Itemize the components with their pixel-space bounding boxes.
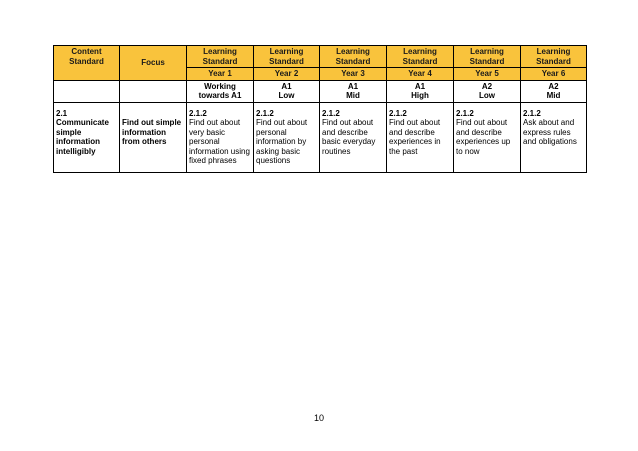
learning-standard-line: Find out about bbox=[456, 118, 508, 127]
focus-header bbox=[120, 46, 187, 81]
year-cell: Year 6 bbox=[521, 68, 587, 81]
learning-standard-label: Learning Standard bbox=[469, 47, 505, 66]
learning-standard-line: and describe bbox=[456, 127, 502, 137]
learning-standard-cell bbox=[320, 102, 387, 172]
level-line: towards A1 bbox=[198, 91, 242, 100]
learning-standard-cell bbox=[387, 102, 454, 172]
learning-standard-header-1 bbox=[187, 46, 254, 68]
learning-standard-line: Find out about bbox=[389, 118, 441, 127]
content-standard-header-label: Content Standard bbox=[69, 47, 104, 66]
focus-line: information bbox=[122, 127, 166, 137]
year-cell: Year 5 bbox=[454, 68, 521, 81]
year-cell: Year 2 bbox=[254, 68, 320, 81]
learning-standard-header-2 bbox=[254, 46, 320, 68]
level-line: A2 bbox=[481, 81, 493, 91]
content-standard-line: Communicate bbox=[56, 118, 109, 127]
empty-cell bbox=[120, 80, 187, 102]
learning-standard-header-3 bbox=[320, 46, 387, 68]
learning-standard-label: Learning Standard bbox=[202, 47, 238, 66]
learning-standard-code: 2.1.2 bbox=[256, 108, 274, 118]
learning-standard-line: information using bbox=[189, 146, 250, 156]
header-row bbox=[54, 46, 587, 68]
focus-line: from others bbox=[122, 137, 167, 146]
learning-standard-label: Learning Standard bbox=[536, 47, 571, 66]
level-line: Mid bbox=[346, 91, 360, 100]
learning-standard-cell bbox=[521, 102, 587, 172]
learning-standard-cell bbox=[254, 102, 320, 172]
learning-standard-line: questions bbox=[256, 156, 291, 165]
learning-standard-code: 2.1.2 bbox=[456, 108, 474, 118]
learning-standard-line: Ask about and bbox=[523, 118, 575, 127]
level-cell bbox=[187, 80, 254, 102]
learning-standard-label: Learning Standard bbox=[269, 47, 304, 66]
learning-standard-line: express rules bbox=[523, 127, 571, 137]
learning-standard-code: 2.1.2 bbox=[389, 108, 407, 118]
learning-standard-code: 2.1.2 bbox=[322, 108, 340, 118]
content-standard-line: simple bbox=[56, 127, 82, 137]
level-line: Working bbox=[204, 81, 236, 91]
level-line: A1 bbox=[414, 81, 426, 91]
learning-standard-line: basic everyday bbox=[322, 137, 376, 146]
level-cell bbox=[320, 80, 387, 102]
level-line: A2 bbox=[548, 81, 559, 91]
learning-standard-line: Find out about bbox=[322, 118, 374, 127]
learning-standard-line: the past bbox=[389, 146, 418, 156]
year-cell: Year 4 bbox=[387, 68, 454, 81]
learning-standard-line: experiences up bbox=[456, 137, 511, 146]
learning-standard-line: and describe bbox=[322, 127, 368, 137]
learning-standard-header-4 bbox=[387, 46, 454, 68]
level-cell bbox=[521, 80, 587, 102]
learning-standard-line: personal bbox=[189, 137, 220, 146]
content-standard-line: information bbox=[56, 137, 100, 146]
learning-standard-cell bbox=[454, 102, 521, 172]
learning-standard-line: and describe bbox=[389, 127, 435, 137]
learning-standard-line: fixed phrases bbox=[189, 156, 237, 165]
learning-standard-label: Learning Standard bbox=[335, 47, 371, 66]
level-line: Mid bbox=[546, 91, 561, 100]
content-standard-code: 2.1 bbox=[56, 108, 68, 118]
learning-standard-code: 2.1.2 bbox=[189, 108, 207, 118]
level-line: Low bbox=[479, 91, 495, 100]
level-cell bbox=[454, 80, 521, 102]
year-cell: Year 3 bbox=[320, 68, 387, 81]
learning-standard-line: experiences in bbox=[389, 137, 441, 146]
curriculum-table bbox=[53, 45, 587, 173]
level-line: High bbox=[411, 91, 429, 100]
empty-cell bbox=[54, 80, 120, 102]
focus-line: Find out simple bbox=[122, 118, 182, 127]
learning-standard-line: Find out about bbox=[256, 118, 308, 127]
learning-standard-line: Find out about bbox=[189, 118, 241, 127]
learning-standard-line: routines bbox=[322, 146, 351, 156]
learning-standard-code: 2.1.2 bbox=[523, 108, 541, 118]
level-cell bbox=[387, 80, 454, 102]
learning-standard-cell bbox=[187, 102, 254, 172]
page-number: 10 bbox=[313, 413, 324, 423]
table-row bbox=[54, 102, 587, 172]
learning-standard-line: and obligations bbox=[523, 137, 577, 146]
content-standard-cell bbox=[54, 102, 120, 172]
learning-standard-label: Learning Standard bbox=[402, 47, 438, 66]
year-cell: Year 1 bbox=[187, 68, 254, 81]
learning-standard-line: to now bbox=[456, 146, 480, 156]
learning-standard-header-5 bbox=[454, 46, 521, 68]
level-cell bbox=[254, 80, 320, 102]
focus-cell bbox=[120, 102, 187, 172]
level-line: A1 bbox=[347, 81, 359, 91]
level-line: A1 bbox=[281, 81, 292, 91]
learning-standard-line: asking basic bbox=[256, 146, 301, 156]
learning-standard-header-6 bbox=[521, 46, 587, 68]
level-line: Low bbox=[278, 91, 295, 100]
learning-standard-line: information by bbox=[256, 137, 307, 146]
content-standard-header bbox=[54, 46, 120, 81]
content-standard-line: intelligibly bbox=[56, 146, 96, 156]
learning-standard-line: personal bbox=[256, 127, 287, 137]
learning-standard-line: very basic bbox=[189, 127, 226, 137]
focus-header-label: Focus bbox=[141, 58, 165, 67]
level-row bbox=[54, 80, 587, 102]
